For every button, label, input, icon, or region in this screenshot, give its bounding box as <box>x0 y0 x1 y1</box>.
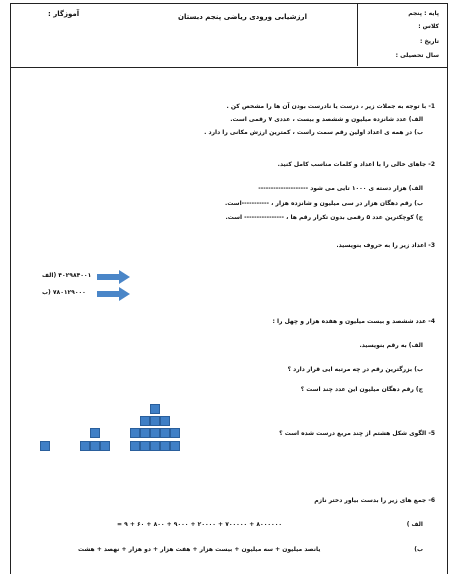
q5-stem: 5- الگوی شکل هشتم از چند مربع درست شده است ؟ <box>279 430 435 437</box>
q1-stem: 1- با توجه به جملات زیر ، درست یا نادرست بودن آن ها را مشخص کن . <box>226 103 435 110</box>
pattern-square <box>80 441 90 451</box>
class-label: کلاس : <box>418 23 439 30</box>
header-divider <box>357 3 358 66</box>
q2-c: ج) کوچکترین عدد ۵ رقمی بدون تکرار رقم ها ، ---------------- است. <box>225 214 423 221</box>
pattern-square <box>150 428 160 438</box>
arrow-right-icon <box>97 270 131 284</box>
pattern-square <box>90 441 100 451</box>
date-label: تاریخ : <box>419 38 439 45</box>
q6-b-label: ب) <box>414 546 423 553</box>
pattern-square <box>160 416 170 426</box>
teacher-label: آموزگار : <box>48 10 80 18</box>
q4-a: الف) به رقم بنویسید. <box>359 342 423 349</box>
q3-stem: 3- اعداد زیر را به حروف بنویسید. <box>336 242 435 249</box>
q2-a: الف) هزار دسته ی ۱۰۰۰ تایی می شود -------------------- <box>258 185 423 192</box>
q6-b-expression: یانصد میلیون + سه میلیون + بیست هزار + هفت هزار + دو هزار + نهصد + هشت <box>78 546 321 553</box>
pattern-square <box>130 428 140 438</box>
pattern-square <box>150 416 160 426</box>
q1-b: ب) در همه ی اعداد اولین رقم سمت راست ، کمترین ارزش مکانی را دارد . <box>204 129 423 136</box>
q3-b: ۷۸۰۱۲۹۰۰۰ (ب <box>42 289 86 296</box>
page-title: ارزشیابی ورودی ریاضی پنجم دبستان <box>178 13 307 21</box>
pattern-square <box>140 416 150 426</box>
arrow-right-icon <box>97 287 131 301</box>
pattern-square <box>170 441 180 451</box>
q6-a-expression: ۸۰۰۰۰۰۰ + ۷۰۰۰۰۰ + ۲۰۰۰۰ + ۹۰۰۰ + ۸۰۰ + ۶۰ + ۹ = <box>117 521 283 528</box>
q3-a: ۴۰۲۹۸۴۰۰۱ (الف <box>42 272 92 279</box>
pattern-square <box>150 441 160 451</box>
q4-c: ج) رقم دهگان میلیون این عدد چند است ؟ <box>300 386 423 393</box>
grade-label: پایه : پنجم <box>408 10 439 17</box>
pattern-square <box>160 428 170 438</box>
q2-stem: 2- جاهای خالی را با اعداد و کلمات مناسب کامل کنید. <box>277 161 435 168</box>
pattern-square <box>140 441 150 451</box>
pattern-square <box>100 441 110 451</box>
pattern-square <box>160 441 170 451</box>
pattern-square <box>40 441 50 451</box>
q1-a: الف) عدد شانزده میلیون و ششصد و بیست ، عددی ۷ رقمی است. <box>230 116 423 123</box>
q6-stem: 6- جمع های زیر را بدست بیاور دختر نازم <box>314 497 435 504</box>
year-label: سال تحصیلی : <box>395 52 439 59</box>
q6-a-label: الف ) <box>406 521 423 528</box>
pattern-square <box>150 404 160 414</box>
pattern-square <box>170 428 180 438</box>
q4-b: ب) بزرگترین رقم در چه مرتبه ایی قرار دارد ؟ <box>287 366 423 373</box>
pattern-square <box>90 428 100 438</box>
pattern-square <box>130 441 140 451</box>
q4-stem: 4- عدد ششصد و بیست میلیون و هفده هزار و چهل را : <box>272 318 435 325</box>
q2-b: ب) رقم دهگان هزار در سی میلیون و شانزده هزار ، -----------است. <box>225 200 423 207</box>
pattern-square <box>140 428 150 438</box>
